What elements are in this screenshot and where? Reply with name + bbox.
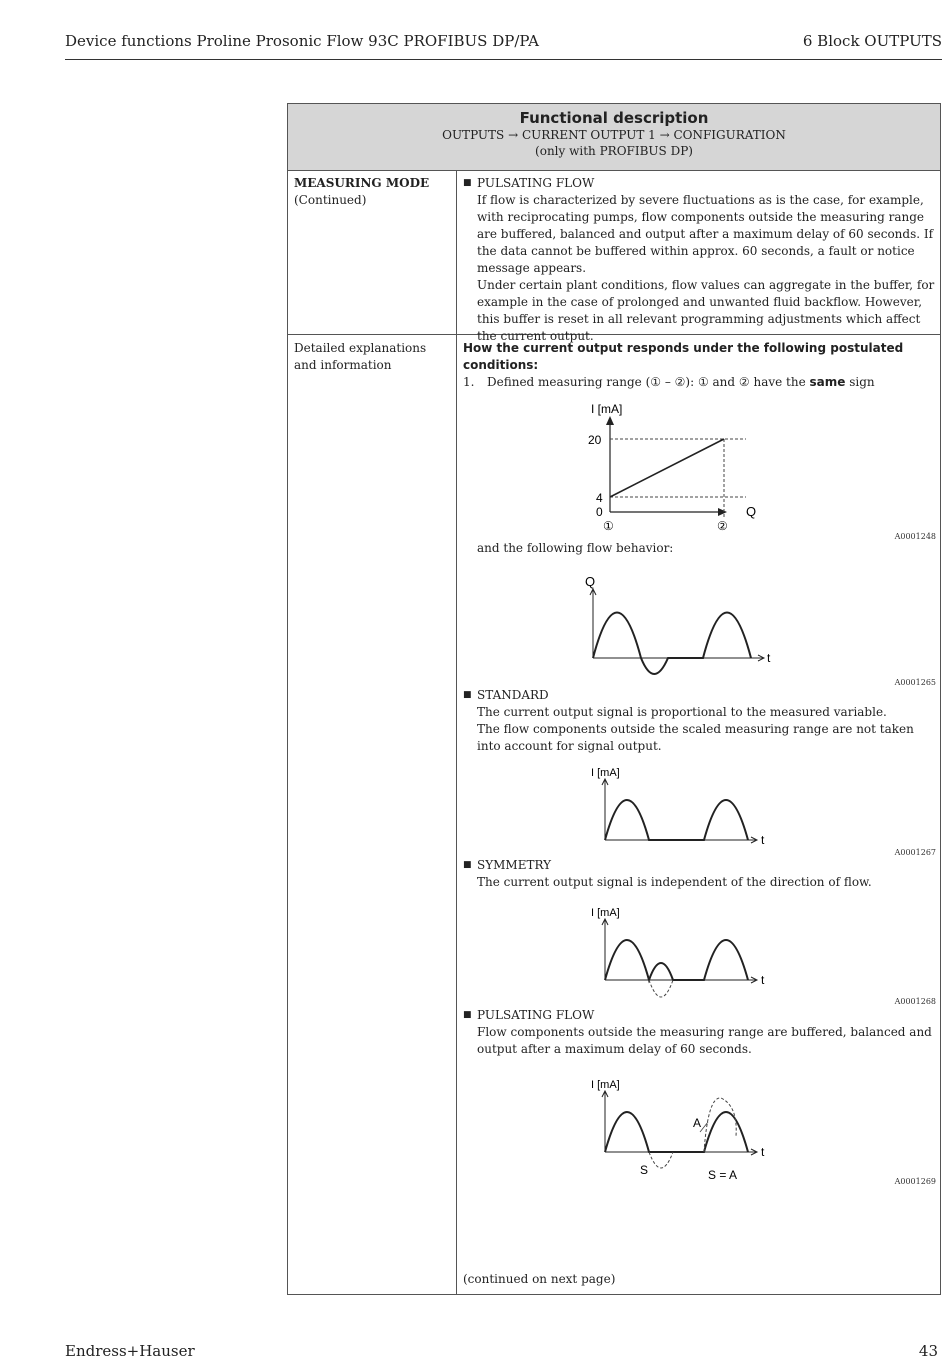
item1-text-b: sign xyxy=(845,375,875,389)
fig2-ylabel: Q xyxy=(585,574,596,589)
item1-text-a: Defined measuring range (① – ②): ① and ② have the xyxy=(487,375,810,389)
fig4-dashed-negative xyxy=(649,980,673,997)
fig5-curve xyxy=(605,1112,748,1152)
header-left: Device functions Proline Prosonic Flow 93C PROFIBUS DP/PA xyxy=(65,32,539,50)
row1-label-cell xyxy=(294,175,449,209)
continued-note: (continued on next page) xyxy=(463,1272,616,1286)
bullet-icon: ■ xyxy=(463,860,472,870)
fig1-code: A0001248 xyxy=(894,532,936,541)
fig4-xlabel: t xyxy=(761,973,765,987)
fig2-code: A0001265 xyxy=(894,678,936,687)
bullet-icon: ■ xyxy=(463,690,472,700)
pulsating-title: PULSATING FLOW xyxy=(477,1008,595,1022)
footer-brand: Endress+Hauser xyxy=(65,1342,195,1360)
fig1-y4: 4 xyxy=(596,491,603,505)
fig5-labelSA: S = A xyxy=(708,1168,738,1182)
figure-standard xyxy=(588,764,778,852)
fig5-labelA: A xyxy=(693,1116,702,1130)
fig3-curve xyxy=(605,800,748,840)
column-divider xyxy=(456,170,457,1294)
fig1-y20: 20 xyxy=(588,433,602,447)
row1-content xyxy=(463,175,935,345)
fig5-xlabel: t xyxy=(761,1145,765,1159)
fig4-code: A0001268 xyxy=(894,997,936,1006)
standard-title: STANDARD xyxy=(477,688,549,702)
fig5-dashed-A xyxy=(704,1098,736,1152)
symmetry-title: SYMMETRY xyxy=(477,858,552,872)
function-table xyxy=(287,103,941,1295)
fig3-ylabel: I [mA] xyxy=(591,767,620,779)
header-rule xyxy=(65,59,942,60)
pulsating-block xyxy=(463,1007,935,1058)
table-note: (only with PROFIBUS DP) xyxy=(535,144,693,158)
table-path: OUTPUTS → CURRENT OUTPUT 1 → CONFIGURATION xyxy=(442,128,786,142)
row2-label: Detailed explanations and information xyxy=(294,341,427,372)
item1-number: 1. xyxy=(463,375,475,389)
fig1-line xyxy=(610,439,724,497)
figure-measuring-range xyxy=(578,397,778,537)
row1-label: MEASURING MODE xyxy=(294,176,430,190)
fig5-code: A0001269 xyxy=(894,1177,936,1186)
header-right: 6 Block OUTPUTS xyxy=(802,32,942,50)
arrow-up-icon xyxy=(606,416,614,425)
fig1-xlabel: Q xyxy=(746,504,757,519)
row1-sublabel: (Continued) xyxy=(294,193,367,207)
item1-bold: same xyxy=(809,375,846,389)
fig3-code: A0001267 xyxy=(894,848,936,857)
fig1-y0: 0 xyxy=(596,505,603,519)
arrow-right-icon xyxy=(718,508,727,516)
row2-item1 xyxy=(463,374,935,391)
fig3-xlabel: t xyxy=(761,833,765,847)
figure-flow-behavior xyxy=(578,572,778,684)
standard-block xyxy=(463,687,935,755)
fig2-curve xyxy=(593,613,751,675)
row2-heading: How the current output responds under the following postulated conditions: xyxy=(463,341,904,372)
fig5-ylabel: I [mA] xyxy=(591,1079,620,1091)
bullet-icon: ■ xyxy=(463,1010,472,1020)
footer-page-number: 43 xyxy=(918,1342,938,1360)
flow-text: and the following flow behavior: xyxy=(477,541,674,555)
figure-symmetry xyxy=(588,904,778,1000)
table-header xyxy=(288,104,940,171)
fig1-marker1: ① xyxy=(603,519,614,533)
pulsating-p1: Flow components outside the measuring range are buffered, balanced and output after a maximum delay of 60 seconds. xyxy=(477,1025,932,1056)
standard-p1: The current output signal is proportional to the measured variable. xyxy=(477,705,887,719)
symmetry-block xyxy=(463,857,935,891)
row1-paragraph1: If flow is characterized by severe fluctuations as is the case, for example, with reciprocating pumps, flow components outside the measuring range are buffered, balanced and output after a maximum delay of 60 seconds. If the data cannot be buffered within approx. 60 seconds, a fault or notice message appears. xyxy=(477,193,934,275)
table-title: Functional description xyxy=(519,109,709,127)
figure-pulsating xyxy=(588,1076,778,1182)
fig4-curve xyxy=(605,940,748,980)
standard-p2: The flow components outside the scaled measuring range are not taken into account for signal output. xyxy=(477,722,914,753)
bullet-icon: ■ xyxy=(463,178,472,188)
row1-paragraph2: Under certain plant conditions, flow values can aggregate in the buffer, for example in the case of prolonged and unwanted fluid backflow. However, this buffer is reset in all relevant programming adjustments which affect the current output. xyxy=(477,278,935,343)
fig5-labelS: S xyxy=(640,1163,649,1177)
symmetry-p1: The current output signal is independent of the direction of flow. xyxy=(477,875,872,889)
fig1-marker2: ② xyxy=(717,519,728,533)
fig4-ylabel: I [mA] xyxy=(591,907,620,919)
fig1-ylabel: I [mA] xyxy=(591,402,623,416)
fig5-dashed-S xyxy=(649,1152,673,1168)
row1-bullet-title: PULSATING FLOW xyxy=(477,176,595,190)
fig2-xlabel: t xyxy=(767,651,771,665)
